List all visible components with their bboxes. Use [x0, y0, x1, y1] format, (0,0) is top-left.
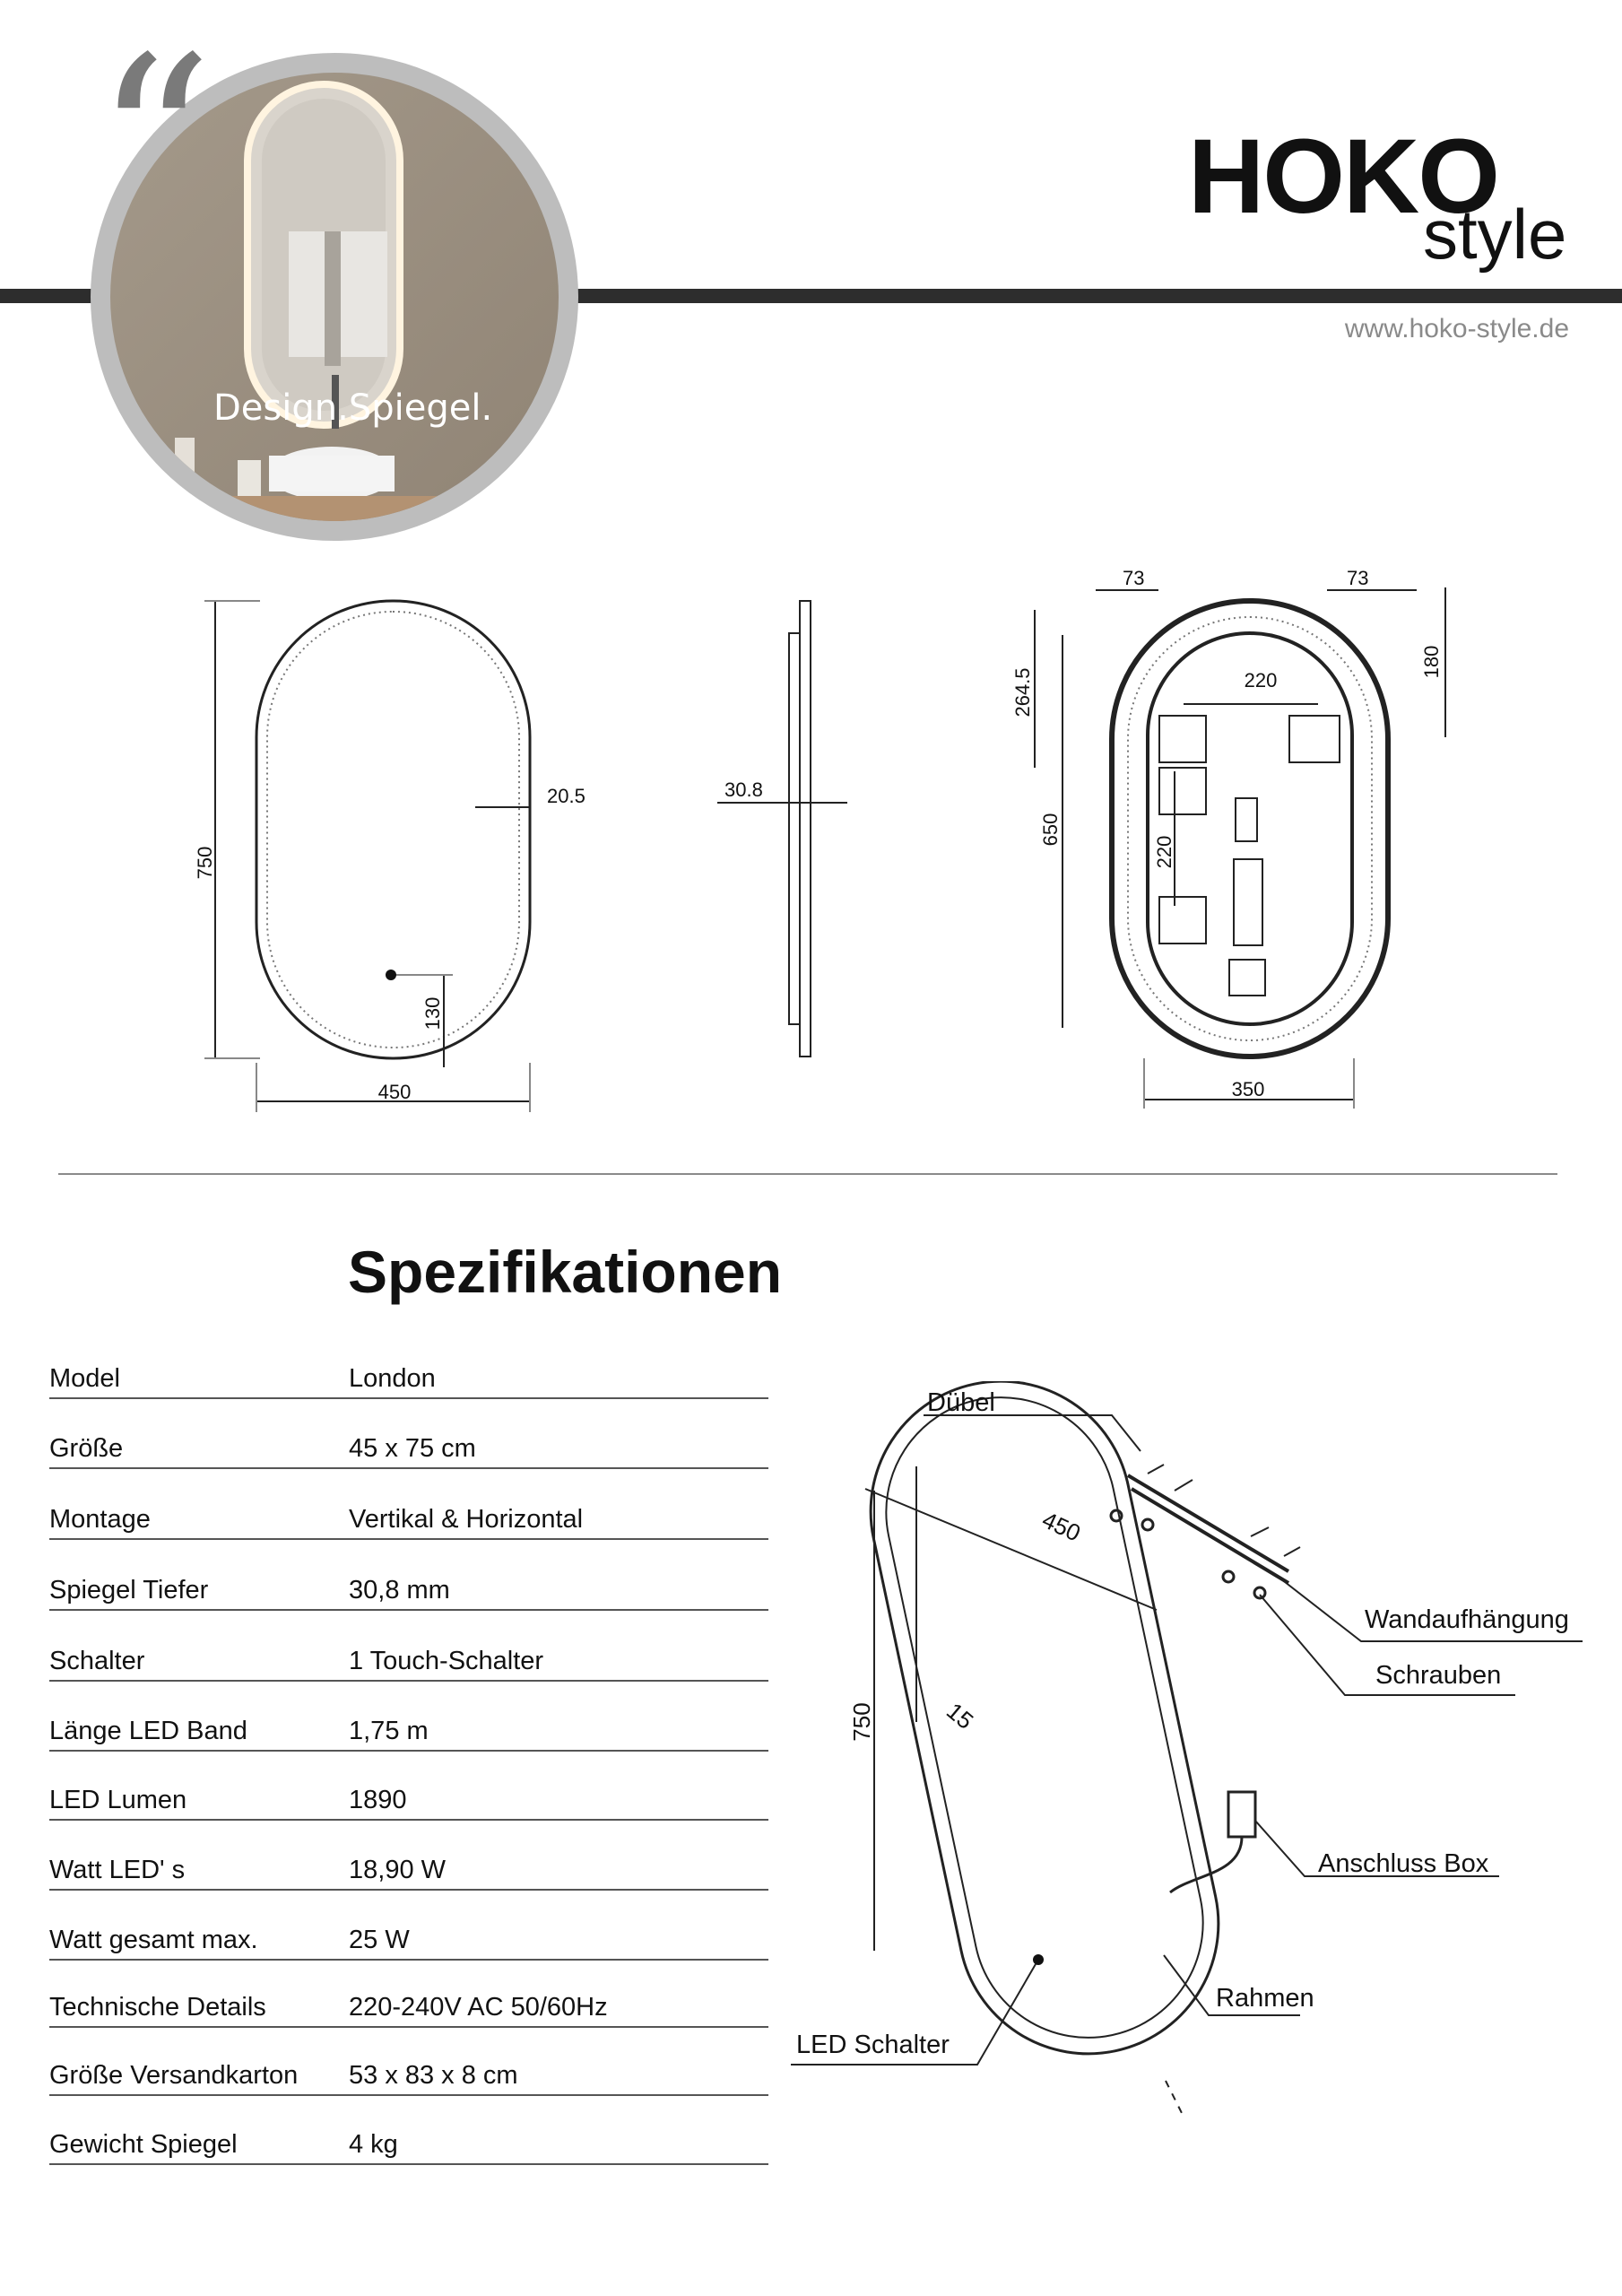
brand-logo [1188, 117, 1600, 276]
iso-dim-width: 450 [1037, 1506, 1085, 1547]
dim-back-box-spacing: 220 [1153, 835, 1175, 869]
brand-logo-bottom: style [1423, 195, 1567, 274]
spec-key: Montage [49, 1505, 151, 1534]
spec-value: 53 x 83 x 8 cm [349, 2061, 518, 2090]
isometric-drawing [780, 1381, 1622, 2135]
spec-key: Schalter [49, 1647, 145, 1675]
dim-back-height: 650 [1039, 813, 1062, 847]
spec-key: Gewicht Spiegel [49, 2130, 238, 2159]
dim-side-depth: 30.8 [724, 778, 763, 801]
spec-row-depth [49, 1539, 768, 1611]
spec-value: 1 Touch-Schalter [349, 1647, 544, 1675]
spec-key: Model [49, 1364, 120, 1393]
spec-row-switch [49, 1610, 768, 1682]
spec-title: Spezifikationen [348, 1239, 783, 1305]
spec-key: Größe Versandkarton [49, 2061, 299, 2090]
label-led-schalter: LED Schalter [796, 2031, 950, 2059]
dim-back-width: 350 [1231, 1078, 1265, 1100]
section-divider [58, 1173, 1557, 1175]
spec-value: 30,8 mm [349, 1576, 450, 1605]
quote-mark-icon: “ [94, 8, 213, 279]
spec-row-led-length [49, 1680, 768, 1752]
hero-caption: Design.Spiegel. [213, 387, 493, 429]
spec-value: Vertikal & Horizontal [349, 1505, 584, 1534]
spec-value: 45 x 75 cm [349, 1434, 476, 1463]
spec-row-weight [49, 2093, 768, 2165]
spec-row-technical [49, 1956, 768, 2028]
dim-front-frame: 20.5 [547, 785, 585, 807]
front-view-outline [256, 601, 530, 1058]
spec-value: 4 kg [349, 2130, 398, 2159]
spec-row-led-watt [49, 1819, 768, 1891]
spec-row-lumen [49, 1749, 768, 1821]
spec-row-total-watt [49, 1889, 768, 1961]
spec-row-size [49, 1397, 768, 1469]
spec-value: 220-240V AC 50/60Hz [349, 1993, 608, 2022]
dim-back-hanger-width: 220 [1244, 669, 1278, 691]
spec-value: 1890 [349, 1786, 407, 1814]
dim-front-height: 750 [194, 846, 216, 880]
spec-key: Watt LED' s [49, 1856, 186, 1884]
spec-row-model [49, 1327, 768, 1399]
spec-value: London [349, 1364, 436, 1393]
label-schrauben: Schrauben [1375, 1661, 1502, 1690]
website-link[interactable]: www.hoko-style.de [1344, 314, 1569, 344]
label-wandaufhangung: Wandaufhängung [1365, 1605, 1569, 1634]
label-rahmen: Rahmen [1216, 1984, 1314, 2013]
dim-back-top: 180 [1420, 645, 1443, 679]
spec-value: 25 W [349, 1926, 410, 1954]
iso-dim-height: 750 [848, 1702, 875, 1742]
dim-back-left: 73 [1123, 567, 1145, 589]
spec-row-mounting [49, 1468, 768, 1540]
dim-front-switch: 130 [421, 996, 444, 1031]
dim-front-width: 450 [377, 1081, 412, 1103]
spec-key: Größe [49, 1434, 124, 1463]
dim-back-right: 73 [1347, 567, 1369, 589]
spec-key: Technische Details [49, 1993, 266, 2022]
iso-dim-frame: 15 [941, 1697, 979, 1735]
spec-key: Länge LED Band [49, 1717, 247, 1745]
dim-back-hanger-height: 264.5 [1011, 667, 1034, 718]
spec-row-box-size [49, 2024, 768, 2096]
spec-key: Spiegel Tiefer [49, 1576, 209, 1605]
spec-value: 1,75 m [349, 1717, 429, 1745]
spec-key: Watt gesamt max. [49, 1926, 258, 1954]
technical-drawings [0, 556, 1622, 1130]
brand-logo-top: HOKO [1188, 117, 1498, 236]
spec-key: LED Lumen [49, 1786, 187, 1814]
label-dubel: Dübel [927, 1388, 995, 1417]
label-anschluss-box: Anschluss Box [1318, 1849, 1489, 1878]
spec-value: 18,90 W [349, 1856, 446, 1884]
